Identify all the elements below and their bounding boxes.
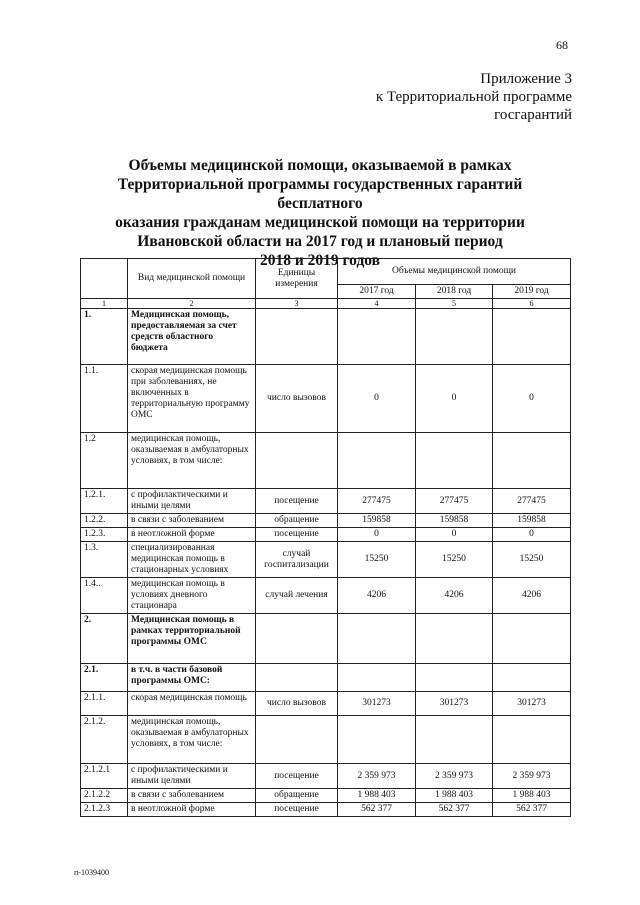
row-care-type: медицинская помощь, оказываемая в амбулаторных условиях, в том числе:: [128, 716, 256, 764]
title-line-3: оказания гражданам медицинской помощи на территории: [115, 214, 525, 231]
row-value-2019: [493, 309, 571, 365]
row-number: 1.3.: [81, 542, 128, 578]
row-unit: [256, 309, 338, 365]
row-value-2019: [493, 614, 571, 664]
table-body: [81, 309, 571, 817]
title-line-4: Ивановской области на 2017 год и плановый период: [137, 233, 503, 250]
row-care-type: Медицинская помощь, предоставляемая за счет средств областного бюджета: [128, 309, 256, 365]
row-value-2017: [338, 664, 416, 692]
table-row: [81, 803, 571, 817]
row-value-2019: 301273: [493, 692, 571, 716]
table-row: [81, 528, 571, 542]
row-care-type: в т.ч. в части базовой программы ОМС:: [128, 664, 256, 692]
row-number: 2.1.2.2: [81, 789, 128, 803]
page-number: 68: [556, 38, 568, 52]
row-value-2018: 0: [416, 528, 493, 542]
row-care-type: в связи с заболеванием: [128, 789, 256, 803]
row-unit: случай госпитализации: [256, 542, 338, 578]
header-year-2019: 2019 год: [493, 285, 571, 299]
row-value-2018: [416, 433, 493, 489]
row-care-type: в связи с заболеванием: [128, 514, 256, 528]
header-type: Вид медицинской помощи: [128, 259, 256, 299]
row-unit: [256, 614, 338, 664]
row-value-2019: 15250: [493, 542, 571, 578]
row-value-2018: 301273: [416, 692, 493, 716]
row-unit: число вызовов: [256, 365, 338, 433]
row-value-2017: 159858: [338, 514, 416, 528]
row-number: 1.2.2.: [81, 514, 128, 528]
row-value-2019: 562 377: [493, 803, 571, 817]
row-care-type: специализированная медицинская помощь в стационарных условиях: [128, 542, 256, 578]
table-row: [81, 542, 571, 578]
row-care-type: скорая медицинская помощь: [128, 692, 256, 716]
row-number: 1.1.: [81, 365, 128, 433]
row-value-2017: 15250: [338, 542, 416, 578]
header-year-2017: 2017 год: [338, 285, 416, 299]
row-value-2019: 1 988 403: [493, 789, 571, 803]
row-care-type: медицинская помощь в условиях дневного стационара: [128, 578, 256, 614]
col-index: 1: [81, 299, 128, 309]
table-row: [81, 433, 571, 489]
row-unit: посещение: [256, 489, 338, 514]
row-value-2017: 1 988 403: [338, 789, 416, 803]
table-row: [81, 789, 571, 803]
row-value-2018: 4206: [416, 578, 493, 614]
row-care-type: скорая медицинская помощь при заболеваниях, не включенных в территориальную программу ОМС: [128, 365, 256, 433]
row-value-2019: [493, 716, 571, 764]
row-unit: [256, 433, 338, 489]
table-row: [81, 692, 571, 716]
appendix-line-3: госгарантий: [494, 107, 572, 123]
row-value-2017: [338, 433, 416, 489]
row-value-2017: [338, 716, 416, 764]
row-value-2017: [338, 309, 416, 365]
table-row: [81, 664, 571, 692]
row-care-type: в неотложной форме: [128, 803, 256, 817]
table-row: [81, 578, 571, 614]
row-value-2019: 4206: [493, 578, 571, 614]
row-value-2018: 159858: [416, 514, 493, 528]
table-row: [81, 764, 571, 789]
row-value-2018: [416, 716, 493, 764]
row-number: 1.4..: [81, 578, 128, 614]
row-unit: посещение: [256, 528, 338, 542]
row-number: 2.: [81, 614, 128, 664]
row-value-2017: [338, 614, 416, 664]
row-unit: посещение: [256, 803, 338, 817]
row-value-2018: 277475: [416, 489, 493, 514]
row-unit: случай лечения: [256, 578, 338, 614]
col-index: 6: [493, 299, 571, 309]
row-number: 1.2.3.: [81, 528, 128, 542]
table-row: [81, 716, 571, 764]
appendix-line-2: к Территориальной программе: [375, 89, 572, 105]
row-value-2018: 1 988 403: [416, 789, 493, 803]
row-value-2017: 301273: [338, 692, 416, 716]
row-unit: обращение: [256, 789, 338, 803]
row-number: 1.2.1.: [81, 489, 128, 514]
row-number: 2.1.2.1: [81, 764, 128, 789]
col-index: 4: [338, 299, 416, 309]
row-value-2019: 277475: [493, 489, 571, 514]
title-line-2: Территориальной программы государственных гарантий бесплатного: [117, 176, 523, 212]
row-value-2018: 2 359 973: [416, 764, 493, 789]
row-care-type: с профилактическими и иными целями: [128, 489, 256, 514]
row-value-2017: 2 359 973: [338, 764, 416, 789]
title-line-5: 2018 и 2019 годов: [259, 252, 381, 269]
row-value-2019: [493, 664, 571, 692]
table-row: [81, 365, 571, 433]
row-unit: посещение: [256, 764, 338, 789]
appendix-note: [376, 70, 572, 124]
row-care-type: Медицинская помощь в рамках территориальной программы ОМС: [128, 614, 256, 664]
header-year-2018: 2018 год: [416, 285, 493, 299]
document-title: [80, 156, 560, 270]
row-value-2018: 15250: [416, 542, 493, 578]
row-value-2019: [493, 433, 571, 489]
row-value-2017: 562 377: [338, 803, 416, 817]
row-value-2017: 4206: [338, 578, 416, 614]
row-unit: [256, 716, 338, 764]
row-value-2017: 0: [338, 365, 416, 433]
row-value-2018: 562 377: [416, 803, 493, 817]
table-row: [81, 614, 571, 664]
title-line-1: Объемы медицинской помощи, оказываемой в рамках: [128, 157, 512, 174]
row-number: 1.: [81, 309, 128, 365]
header-num-cell: [81, 259, 128, 299]
row-unit: обращение: [256, 514, 338, 528]
row-value-2018: [416, 309, 493, 365]
row-value-2019: 159858: [493, 514, 571, 528]
col-index: 5: [416, 299, 493, 309]
row-value-2019: 0: [493, 365, 571, 433]
row-number: 2.1.2.3: [81, 803, 128, 817]
column-index-row: [81, 299, 571, 309]
header-units: Единицы измерения: [256, 259, 338, 299]
col-index: 2: [128, 299, 256, 309]
volumes-table: [80, 258, 571, 817]
row-care-type: с профилактическими и иными целями: [128, 764, 256, 789]
row-care-type: медицинская помощь, оказываемая в амбулаторных условиях, в том числе:: [128, 433, 256, 489]
row-value-2017: 0: [338, 528, 416, 542]
row-value-2018: 0: [416, 365, 493, 433]
row-value-2019: 2 359 973: [493, 764, 571, 789]
footer-code: п-1039400: [74, 868, 109, 877]
row-value-2018: [416, 614, 493, 664]
row-number: 2.1.1.: [81, 692, 128, 716]
row-value-2018: [416, 664, 493, 692]
row-care-type: в неотложной форме: [128, 528, 256, 542]
row-number: 1.2: [81, 433, 128, 489]
row-number: 2.1.2.: [81, 716, 128, 764]
appendix-line-1: Приложение 3: [480, 71, 572, 87]
col-index: 3: [256, 299, 338, 309]
table-row: [81, 309, 571, 365]
table-row: [81, 514, 571, 528]
row-unit: [256, 664, 338, 692]
header-volumes: Объемы медицинской помощи: [338, 259, 571, 285]
row-value-2019: 0: [493, 528, 571, 542]
row-number: 2.1.: [81, 664, 128, 692]
row-value-2017: 277475: [338, 489, 416, 514]
row-unit: число вызовов: [256, 692, 338, 716]
table-row: [81, 489, 571, 514]
